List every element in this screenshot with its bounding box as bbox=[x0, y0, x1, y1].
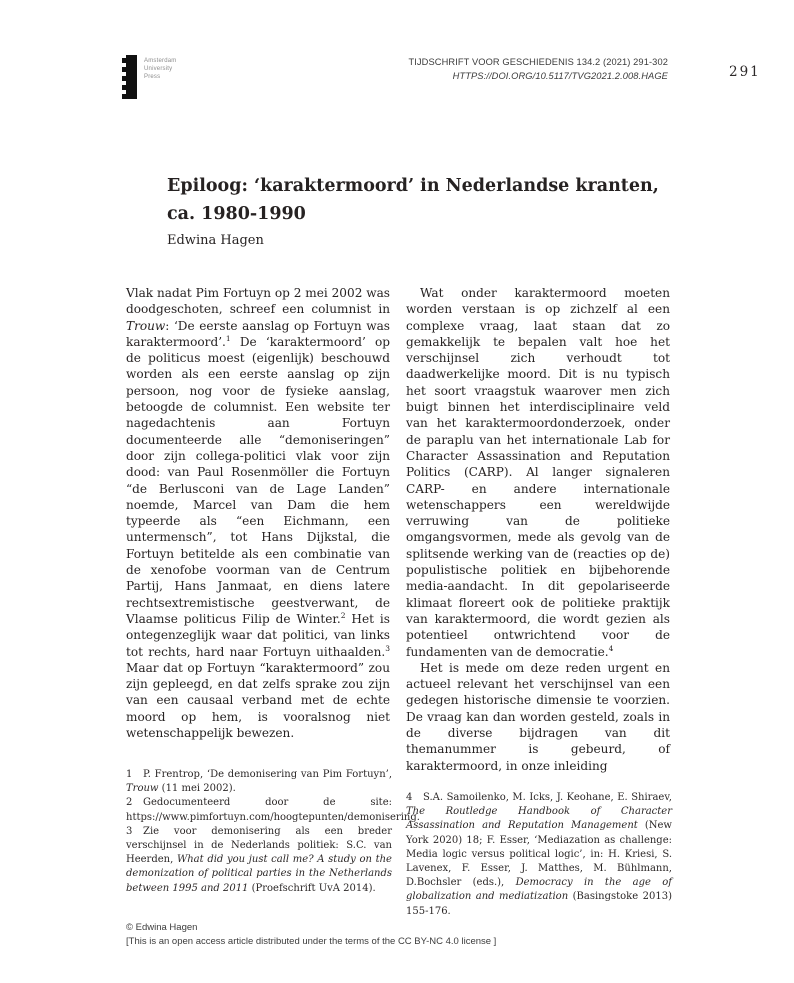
page-footer bbox=[126, 921, 686, 948]
footnote bbox=[126, 825, 392, 896]
footnote-number: 4 bbox=[406, 792, 413, 803]
article-title-line1: Epiloog: ‘karaktermoord’ in Nederlandse kranten, bbox=[167, 176, 659, 196]
body-paragraph: Het is mede om deze reden urgent en actueel relevant het verschijnsel van een gedegen historische dimensie te voorzien. De vraag kan dan worden gesteld, zoals in de diverse bijdragen van dit themanummer is gebeurd, of karaktermoord, in onze inleiding bbox=[406, 660, 670, 773]
body-paragraph: Vlak nadat Pim Fortuyn op 2 mei 2002 was doodgeschoten, schreef een columnist in Trouw: ‘De eerste aanslag op Fortuyn was karaktermoord’.$^1$ De ‘karaktermoord’ op de politicus moest (eigenlijk) beschouwd worden als een eerste aanslag op zijn persoon, nog voor de fysieke aanslag, betoogde de columnist. Een website ter nagedachtenis aan Fortuyn documenteerde alle “demoniseringen” door zijn collega-politici vlak voor zijn dood: van Paul Rosenmöller die Fortuyn “de Berlusconi van de Lage Landen” noemde, Marcel van Dam die hem typeerde als “een Eichmann, een untermensch”, tot Hans Dijkstal, die Fortuyn betitelde als een combinatie van de xenofobe voorman van de Centrum Partij, Hans Janmaat, en diens latere rechtsextremistische geestverwant, de Vlaamse politicus Filip de Winter.$^2$ Het is ontegenzeglijk waar dat politici, van links tot rechts, hard naar Fortuyn uithaalden.$^3$ Maar dat op Fortuyn “karaktermoord” zou zijn gepleegd, en dat zelfs sprake zou zijn van een causaal verband met de echte moord op hem, is vooralsnog niet wetenschappelijk bewezen. bbox=[126, 286, 391, 741]
copyright-line: © Edwina Hagen bbox=[126, 922, 198, 933]
footnote-text: S.A. Samoilenko, M. Icks, J. Keohane, E. Shiraev, The Routledge Handbook of Character Assassination and Reputation Management (New York 2020) 18; F. Esser, ‘Mediazation as challenge: Media logic versus political logic’, in: H. Kriesi, S. Lavenex, F. Esser, J. Matthes, M. Bühlmann, D.Bochsler (eds.), Democracy in the age of globalization and mediatization (Basingstoke 2013) 155-176. bbox=[406, 792, 672, 917]
footnote-text: Gedocumenteerd door de site: https://www.pimfortuyn.com/hoogtepunten/demonisering. bbox=[126, 797, 420, 823]
page-number: 291 bbox=[729, 64, 761, 80]
journal-doi: HTTPS://DOI.ORG/10.5117/TVG2021.2.008.HAGE bbox=[452, 70, 668, 81]
publisher-name: Amsterdam University Press bbox=[144, 58, 177, 80]
article-title bbox=[167, 172, 687, 228]
footnote-text: P. Frentrop, ‘De demonisering van Pim Fortuyn’, Trouw (11 mei 2002). bbox=[126, 769, 392, 795]
journal-citation: TIJDSCHRIFT VOOR GESCHIEDENIS 134.2 (2021) 291-302 bbox=[408, 57, 668, 67]
article-title-line2: ca. 1980-1990 bbox=[167, 204, 306, 224]
body-column-left bbox=[126, 285, 390, 741]
journal-header bbox=[408, 56, 668, 83]
footnotes-right bbox=[406, 791, 672, 919]
license-line: [This is an open access article distributed under the terms of the CC BY-NC 4.0 license ] bbox=[126, 935, 497, 947]
footnote-number: 2 bbox=[126, 797, 133, 809]
publisher-logo bbox=[122, 55, 176, 99]
body-paragraph: Wat onder karaktermoord moeten worden verstaan is op zichzelf al een complexe vraag, laat staan dat zo gemakkelijk te bepalen valt hoe het verschijnsel zich verhoudt tot daadwerkelijke moord. Dit is nu typisch het soort vraagstuk waarover men zich buigt binnen het interdisciplinaire veld van het karaktermoordonderzoek, onder de paraplu van het internationale Lab for Character Assassination and Reputation Politics (CARP). Al langer signaleren CARP- en andere internationale wetenschappers een wereldwijde verruwing van de politieke omgangsvormen, mede als gevolg van de splitsende werking van de (reacties op de) populistische politiek en bijbehorende media-aandacht. In dit gepolariseerde klimaat floreert ook de politieke praktijk van karaktermoord, die wordt gezien als potentieel ontwrichtend voor de fundamenten van de democratie.$^4$ bbox=[406, 286, 670, 659]
article-author: Edwina Hagen bbox=[167, 233, 264, 248]
body-column-right bbox=[406, 285, 670, 774]
aup-logo-icon bbox=[122, 55, 138, 99]
footnote-number: 3 bbox=[126, 825, 133, 837]
footnote bbox=[126, 768, 392, 796]
footnote bbox=[126, 796, 420, 824]
footnote-text: Zie voor demonisering als een breder verschijnsel in de Nederlands politiek: S.C. van Heerden, What did you just call me? A study on the demonization of political parties in the Netherlands between 1995 and 2011 (Proefschrift UvA 2014). bbox=[126, 825, 392, 894]
footnote-number: 1 bbox=[126, 769, 133, 780]
footnotes-left bbox=[126, 768, 420, 896]
footnote bbox=[406, 791, 672, 919]
